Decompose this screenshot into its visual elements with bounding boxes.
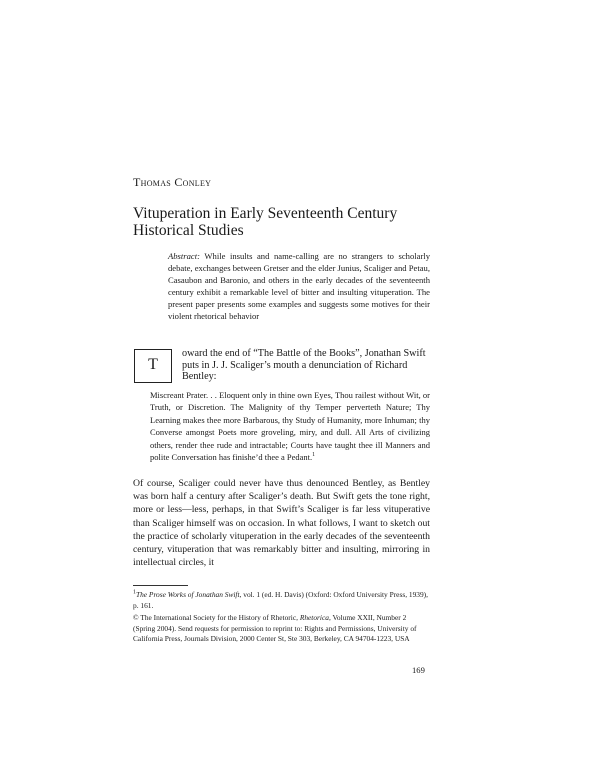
body-paragraph: Of course, Scaliger could never have thus denounced Bentley, as Bentley was born half a century after Scaliger’s death. But Swift gets the tone right, more or less—less, perhaps, in that Swift’s Scaliger is far less vituperative than Scaliger himself was on occasion. In what follows, I want to sketch out the practice of scholarly vituperation in the early decades of the seventeenth century, vituperation that was remarkably bitter and insulting, mirroring in intellectual circles, it — [133, 478, 430, 569]
copyright-prefix: © The International Society for the History of Rhetoric, — [133, 613, 300, 622]
footnote-rule — [133, 585, 188, 586]
copyright-suffix: , Volume XXII, Number 2 (Spring 2004). Send requests for permission to reprint to: Rights and Permissions, University of California Press, Journals Division, 2000 Center St, Ste 303, Berkeley, CA 94704-1223, USA — [133, 613, 417, 643]
page-number: 169 — [412, 665, 425, 675]
drop-cap-box — [134, 349, 172, 383]
abstract — [168, 250, 430, 322]
abstract-label: Abstract: — [168, 251, 200, 261]
author-name: Thomas Conley — [133, 175, 212, 189]
footnote-details: , vol. 1 (ed. H. Davis) (Oxford: Oxford University Press, 1939), p. 161. — [133, 590, 428, 610]
quote-text: Miscreant Prater. . . Eloquent only in thine own Eyes, Thou railest without Wit, or Truth, or Discretion. The Malignity of thy Temper perverteth Nature; Thy Learning makes thee more Barbarous, thy Study of Humanity, more Inhuman; thy Converse amongst Poets more groveling, miry, and dull. All Arts of civilizing others, render thee rude and intractable; Courts have taught thee ill Manners and polite Conversation has finishe’d thee a Pedant. — [150, 390, 430, 463]
abstract-text: While insults and name-calling are no strangers to scholarly debate, exchanges between Gretser and the elder Junius, Scaliger and Petau, Casaubon and Baronio, and others in the early decades of the seventeenth century exhibit a remarkable level of bitter and insulting vituperation. The present paper presents some examples and suggests some motives for their violent rhetorical behavior — [168, 251, 430, 321]
drop-cap-letter: T — [148, 356, 158, 373]
intro-paragraph: oward the end of “The Battle of the Books”, Jonathan Swift puts in J. J. Scaliger’s mouth a denunciation of Richard Bentley: — [182, 348, 426, 383]
footnote-work-title: The Prose Works of Jonathan Swift — [136, 590, 240, 599]
copyright-notice — [133, 613, 430, 645]
block-quote — [150, 389, 430, 463]
footnote-number: 1 — [133, 589, 136, 596]
footnote — [133, 590, 430, 611]
journal-name: Rhetorica — [299, 613, 329, 622]
footnote-reference: 1 — [312, 452, 316, 459]
article-title: Vituperation in Early Seventeenth Century Historical Studies — [133, 205, 398, 239]
